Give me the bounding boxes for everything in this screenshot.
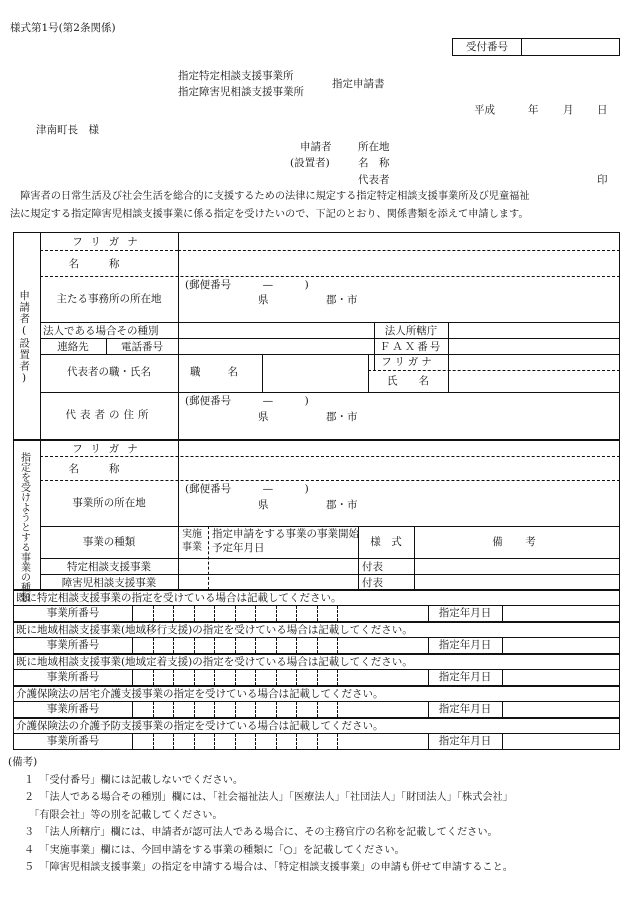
digit-cell-divider [276, 638, 277, 653]
remarks-label: 備 考 [492, 536, 542, 548]
phone-label: 電話番号 [121, 341, 163, 353]
rep-address-label: 代表者の住所 [65, 409, 153, 421]
existing-number-row [13, 606, 620, 622]
digit-cell-divider [337, 670, 338, 685]
date-year: 年 [528, 104, 539, 116]
existing-heading: 介護保険法の居宅介護支援事業の指定を受けている場合は記載してください。 [13, 686, 620, 702]
rep-furigana-label: フリガナ [381, 356, 435, 368]
digit-cell-divider [337, 606, 338, 621]
digit-cell-divider [337, 638, 338, 653]
digit-cell-divider [317, 702, 318, 717]
form-label: 様 式 [370, 536, 402, 548]
existing-heading: 既に地域相談支援事業(地域移行支援)の指定を受けている場合は記載してください。 [13, 622, 620, 638]
reception-number-label: 受付番号 [466, 41, 508, 53]
applicant-label: 申請者 [300, 141, 332, 153]
digit-cell-divider [153, 638, 154, 653]
digit-cell-divider [255, 606, 256, 621]
rep-title-label: 代表者の職・氏名 [67, 366, 151, 378]
note-item: ５ 「障害児相談支援事業」の指定を申請する場合は、「特定相談支援事業」の申請も併せて申請すること。 [24, 862, 513, 874]
business-side-label: 指定を受けようとする事業の種類 [18, 452, 30, 602]
corp-type-label: 法人である場合その種別 [43, 325, 159, 337]
existing-number-row [13, 670, 620, 686]
date-value-divider [502, 638, 503, 653]
intro-line2: 法に規定する指定障害児相談支援事業に係る指定を受けたいので、下記のとおり、関係書類を添えて申請します。 [10, 209, 529, 220]
digit-cell-divider [214, 734, 215, 749]
office-number-label: 事業所番号 [46, 671, 100, 683]
rep-name-label: 氏 名 [387, 375, 429, 387]
digit-cell-divider [194, 702, 195, 717]
date-value-divider [502, 734, 503, 749]
date-era: 平成 [474, 104, 495, 116]
postal-3: (郵便番号 — ) [185, 483, 309, 495]
digit-cell-divider [337, 734, 338, 749]
digit-cell-divider [255, 734, 256, 749]
implementation-label: 実施事業 [182, 529, 202, 553]
digit-cell-divider [173, 734, 174, 749]
note-item: ２ 「法人である場合その種別」欄には、「社会福祉法人」「医療法人」「社団法人」「財団法人」「株式会社」 [24, 792, 513, 804]
furigana-label-2: フリガナ [72, 443, 146, 455]
form-number: 様式第1号(第2条関係) [10, 22, 116, 34]
digit-cell-divider [296, 702, 297, 717]
digit-cell-divider [132, 606, 133, 621]
date-value-divider [502, 702, 503, 717]
row-line-3 [40, 322, 620, 323]
rep-furigana-line [368, 370, 620, 371]
office-number-label: 事業所番号 [46, 607, 100, 619]
name-label-1: 名称 [68, 258, 150, 270]
label-divider-2 [178, 440, 179, 526]
postal-2: (郵便番号 — ) [185, 395, 309, 407]
digit-cell-divider [214, 638, 215, 653]
corp-authority-label: 法人所轄庁 [384, 325, 438, 337]
digit-cell-divider [235, 734, 236, 749]
furigana-line-1b [40, 250, 178, 251]
row-line-9 [40, 558, 620, 559]
date-month: 月 [563, 104, 574, 116]
business-row-2-type: 障害児相談支援事業 [61, 577, 157, 589]
digit-cell-divider [153, 702, 154, 717]
digit-cell-divider [173, 606, 174, 621]
digit-cell-divider [296, 734, 297, 749]
business-row-2-form: 付表 [362, 577, 383, 589]
digit-cell-divider [235, 670, 236, 685]
digit-cell-divider [214, 606, 215, 621]
date-day: 日 [597, 104, 608, 116]
label-divider-1 [178, 232, 179, 440]
city-2: 郡・市 [326, 411, 358, 423]
notes-list [24, 772, 513, 876]
addressee: 津南町長 様 [36, 124, 99, 136]
applicant-side-label: 申請者(設置者) [18, 290, 31, 385]
digit-cell-divider [235, 702, 236, 717]
digit-cell-divider [255, 702, 256, 717]
digit-cell-divider [173, 702, 174, 717]
digit-cell-divider [153, 734, 154, 749]
digit-cell-divider [296, 638, 297, 653]
existing-number-row [13, 702, 620, 718]
digit-cell-divider [317, 638, 318, 653]
digit-cell-divider [276, 670, 277, 685]
designation-date-label: 指定年月日 [438, 735, 492, 747]
digit-cell-divider [132, 670, 133, 685]
contact-label: 連絡先 [57, 341, 89, 353]
office-number-label: 事業所番号 [46, 639, 100, 651]
city-1: 郡・市 [326, 294, 358, 306]
designation-date-label: 指定年月日 [438, 639, 492, 651]
digit-cell-divider [317, 606, 318, 621]
row-line-8 [40, 526, 620, 527]
rep-divider-2 [448, 354, 449, 392]
digit-cell-divider [194, 734, 195, 749]
existing-heading: 介護保険法の介護予防支援事業の指定を受けている場合は記載してください。 [13, 718, 620, 734]
row-line-4 [40, 338, 620, 339]
office-number-label: 事業所番号 [46, 703, 100, 715]
row-line-5 [40, 354, 620, 355]
existing-heading: 既に地域相談支援事業(地域定着支援)の指定を受けている場合は記載してください。 [13, 654, 620, 670]
existing-number-row [13, 734, 620, 750]
fax-label: ＦＡＸ番号 [379, 341, 443, 353]
digit-cell-divider [153, 606, 154, 621]
digit-cell-divider [337, 702, 338, 717]
note-item: ３ 「法人所轄庁」欄には、申請者が認可法人である場合に、その主務官庁の名称を記載してください。 [24, 827, 498, 839]
digit-cell-divider [235, 638, 236, 653]
digit-cell-divider [214, 702, 215, 717]
representative-label: 代表者 [358, 174, 390, 186]
business-row-1-form: 付表 [362, 561, 383, 573]
digit-cell-divider [194, 670, 195, 685]
note-item: 「有限会社」等の別を記載してください。 [24, 809, 223, 821]
prefecture-1: 県 [258, 294, 269, 306]
digit-cell-divider [296, 606, 297, 621]
digit-cell-divider [132, 702, 133, 717]
note-item: １ 「受付番号」欄には記載しないでください。 [24, 775, 244, 786]
office-address-label-1: 主たる事務所の所在地 [56, 293, 162, 305]
name-label-2: 名称 [68, 463, 150, 475]
designation-date-label: 指定年月日 [438, 607, 492, 619]
furigana-line-2 [40, 456, 620, 457]
title-suffix: 指定申請書 [332, 78, 385, 90]
digit-cell-divider [255, 638, 256, 653]
prefecture-2: 県 [258, 411, 269, 423]
existing-heading: 既に特定相談支援事業の指定を受けている場合は記載してください。 [13, 590, 620, 606]
digit-cell-divider [317, 734, 318, 749]
name-label: 名 称 [358, 157, 390, 169]
business-row-1-type: 特定相談支援事業 [67, 561, 151, 573]
row-line-2 [40, 276, 620, 277]
business-type-label: 事業の種類 [82, 536, 136, 548]
office-address-label-2: 事業所の所在地 [72, 497, 146, 509]
digit-cell-divider [276, 702, 277, 717]
digit-cell-divider [194, 606, 195, 621]
designation-date-label: 指定年月日 [438, 671, 492, 683]
digit-cell-divider [132, 638, 133, 653]
digit-cell-divider [132, 734, 133, 749]
note-item: ４ 「実施事業」欄には、今回申請をする事業の種類に「○」を記載してください。 [24, 844, 405, 856]
title-line1: 指定特定相談支援事業所 [178, 70, 294, 82]
digit-cell-divider [255, 670, 256, 685]
designation-date-label: 指定年月日 [438, 703, 492, 715]
city-3: 郡・市 [326, 499, 358, 511]
digit-cell-divider [173, 638, 174, 653]
furigana-line-1 [178, 250, 620, 251]
existing-number-row [13, 638, 620, 654]
reception-divider [521, 39, 522, 55]
location-label: 所在地 [358, 141, 390, 153]
digit-cell-divider [194, 638, 195, 653]
date-value-divider [502, 606, 503, 621]
postal-1: (郵便番号 — ) [185, 279, 309, 291]
digit-cell-divider [235, 606, 236, 621]
intro-line1: 障害者の日常生活及び社会生活を総合的に支援するための法律に規定する指定特定相談支援事業所及び児童福祉 [10, 191, 530, 202]
start-date-label: 指定申請をする事業の事業開始予定年月日 [212, 528, 359, 554]
seal-label: 印 [597, 174, 608, 186]
digit-cell-divider [153, 670, 154, 685]
title-line2: 指定障害児相談支援事業所 [178, 86, 304, 98]
reception-number-box [452, 38, 620, 56]
furigana-label-1: フリガナ [72, 236, 146, 248]
notes-heading: (備考) [8, 756, 38, 768]
date-value-divider [502, 670, 503, 685]
row-line-7 [40, 480, 620, 481]
digit-cell-divider [173, 670, 174, 685]
establisher-label: (設置者) [290, 157, 330, 169]
job-label: 職 名 [190, 366, 240, 378]
digit-cell-divider [276, 606, 277, 621]
office-number-label: 事業所番号 [46, 735, 100, 747]
job-divider [262, 354, 263, 392]
digit-cell-divider [317, 670, 318, 685]
row-line-10 [40, 574, 620, 575]
row-line-6 [40, 392, 620, 393]
digit-cell-divider [276, 734, 277, 749]
prefecture-3: 県 [258, 499, 269, 511]
digit-cell-divider [214, 670, 215, 685]
digit-cell-divider [296, 670, 297, 685]
